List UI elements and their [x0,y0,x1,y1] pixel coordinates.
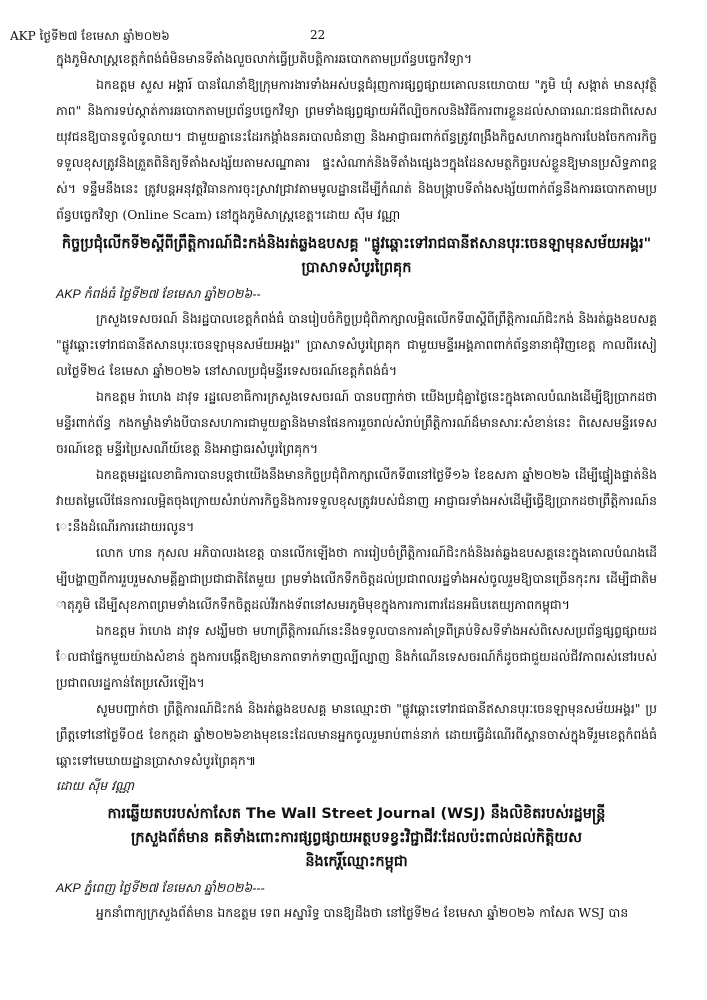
article3-headline-line1: ការឆ្លើយតបរបស់កាសែត The Wall Street Journal (WSJ) នឹងលិខិតរបស់រដ្ឋមន្ត្រី [107,806,606,822]
article2-headline: កិច្ចប្រជុំលើកទី២ស្តីពីព្រឹត្តិការណ៍ជិះកង់និងរត់ឆ្លងឧបសគ្គ "ផ្លូវឆ្ពោះទៅរាជធានីឥសានបុរៈចេនឡាមុនសម័យអង្គរ" ប្រាសាទសំបូរព្រៃគុក [61,236,652,276]
header-date: AKP ថ្ងៃទី២៧ ខែមេសា ឆ្នាំ២០២៦ [10,29,170,43]
article2-paragraph-2: ឯកឧត្តម រ៉ាហេង ដាវុទ រដ្ឋលេខាធិការក្រសួងទេសចរណ៍ បានបញ្ជាក់ថា យើងប្រជុំគ្នាថ្ងៃនេះក្នុងគោលបំណងដើម្បីឱ្យប្រាកដថាមន្ទីរពាក់ព័ន្ធ កងកម្លាំងទាំងបីបានសហការជាមួយគ្នានិងមានផែនការរួចរាល់សំរាប់ព្រឹត្តិការណ៍ដ៏មានសារៈសំខាន់នេះ ពិសេសមន្ទីរទេសចរណ៍ខេត្ត មន្ទីរប្រៃសណីយ៍ខេត្ត និងអាជ្ញាធរសំបូរព្រៃគុក។ [56,389,657,456]
article1-paragraph-2: ឯកឧត្តម សួស អង្គារ៍ បានណែនាំឱ្យក្រុមការងារទាំងអស់បន្តជំរុញការផ្សព្វផ្សាយគោលនយោបាយ "ភូមិ ឃុំ សង្កាត់ មានសុវត្ថិភាព" និងការទប់ស្កាត់ការឆបោកតាមប្រព័ន្ធបច្ចេកវិទ្យា ព្រមទាំងផ្សព្វផ្សាយអំពីល្បិចកលនិងវិធីការពារខ្លួនដល់សាធារណៈជនជាពិសេសយុវជនឱ្យបានទូលំទូលាយ។ ជាមួយគ្នានេះដែរកង្កាំងនគរបាលជំនាញ និងអាជ្ញាធរពាក់ព័ន្ធត្រូវពង្រឹងកិច្ចសហការក្នុងការបែងចែកការកិច្ចទទួលខុសត្រូវនិងត្រួតពិនិត្យទីតាំងសង្ស័យតាមសណ្ឋាគារ ផ្ទះសំណាក់និងទីតាំងផ្សេងៗក្នុងដែនសមត្ថកិច្ចរបស់ខ្លួនឱ្យមានប្រសិទ្ធភាពខ្ពស់។ ទន្ទឹមនឹងនេះ ត្រូវបន្តអនុវត្តវិធានការចុះស្រាវជ្រាវតាមមូលដ្ឋានដើម្បីកំណត់ និងបង្ក្រាបទីតាំងសង្ស័យពាក់ព័ន្ធនឹងការឆបោកតាមប្រព័ន្ធបច្ចេកវិទ្យា (Online Scam) នៅក្នុងភូមិសាស្ត្រខេត្ត។ដោយ សុីម វណ្ណា [56,77,657,222]
article-cycling-event [56,232,657,798]
article2-paragraph-5: ឯកឧត្តម រ៉ាហេង ដាវុទ សង្ឃឹមថា មហាព្រឹត្តិការណ៍នេះនឹងទទួលបានការគាំទ្រពីគ្រប់ទិសទីទាំងអស់ពិសេសប្រព័ន្ធផ្សព្វផ្សាយដែលជាផ្នែកមួយយ៉ាងសំខាន់ ក្នុងការបង្កើតឱ្យមានភាពទាក់ទាញល្បីល្បាញ និងកំណើនទេសចរណ៍ក៏ដូចជាជួយដល់ជីវភាពរស់នៅរបស់ប្រជាពលរដ្ឋកាន់តែប្រសើរឡើង។ [56,623,657,690]
article2-paragraph-3: ឯកឧត្តមរដ្ឋលេខាធិការបានបន្តថាយើងនឹងមានកិច្ចប្រជុំពិភាក្សាលើកទី៣នៅថ្ងៃទី១៦ ខែឧសភា ឆ្នាំ២០២៦ ដើម្បីផ្ទៀងផ្ទាត់និងវាយតម្លៃលើផែនការលម្អិតចុងក្រោយសំរាប់ភារកិច្ចនិងការទទួលខុសត្រូវរបស់ជំនាញ អាជ្ញាធរទាំងអស់ដើម្បីធ្វើឱ្យប្រាកដថាព្រឹត្តិការណ៍នេះនឹងដំណើរការដោយរលូន។ [56,467,657,534]
page-header [10,28,657,46]
article2-dateline: AKP កំពង់ធំ ថ្ងៃទី២៧ ខែមេសា ឆ្នាំ២០២៦-- [56,287,261,301]
article2-paragraph-4: លោក ហាន កុសល អភិបាលរងខេត្ត បានលើកឡើងថា ការរៀបចំព្រឹត្តិការណ៍ជិះកង់និងរត់ឆ្លងឧបសគ្គនេះក្នុងគោលបំណងដើម្បីបង្ហាញពីការរួបរួមសាមគ្គីគ្នាជាប្រជាជាតិតែមួយ ព្រមទាំងលើកទឹកចិត្តដល់ប្រជាពលរដ្ឋទាំងអស់ចូលរួមឱ្យបានច្រើនកុះករ ដើម្បីជាតិមាតុភូមិ ដើម្បីសុខភាពព្រមទាំងលើកទឹកចិត្តដល់វីរកងទ័ពនៅសមរភូមិមុខក្នុងការការពារដែនអធិបតេយ្យភាពកម្ពុជា។ [56,545,657,612]
article3-headline-line2: ក្រសួងព័ត៌មាន គតិទាំងពោះការផ្សព្វផ្សាយអត្ថបទខ្វះវិជ្ជាជីវៈដែលប៉ះពាល់ដល់កិត្តិយស [131,830,582,846]
article2-byline: ដោយ សុីម វណ្ណា [56,778,135,793]
article3-paragraph-1: អ្នកនាំពាក្យក្រសួងព័ត៌មាន ឯកឧត្តម ទេព អស្នារិទ្ធ បានឱ្យដឹងថា នៅថ្ងៃទី២៤ ខែមេសា ឆ្នាំ២០២៦ កាសែត WSJ បាន [96,905,629,920]
article-online-scam [56,46,657,228]
article2-paragraph-6: សូមបញ្ជាក់ថា ព្រឹត្តិការណ៍ជិះកង់ និងរត់ឆ្លងឧបសគ្គ មានឈ្មោះថា "ផ្លូវឆ្ពោះទៅរាជធានីឥសានបុរៈចេនឡាមុនសម័យអង្គរ" ប្រព្រឹត្តទៅនៅថ្ងៃទី០៥ ខែកក្កដា ឆ្នាំ២០២៦ខាងមុខនេះដែលមានអ្នកចូលរួមរាប់ពាន់នាក់ ដោយធ្វើដំណើរពីស្ពានចាស់ក្នុងទីរួមខេត្តកំពង់ធំឆ្ពោះទៅមេឃាយដ្ឋានប្រាសាទសំបូរព្រៃគុក៕ [56,701,657,768]
article1-paragraph-1: ក្នុងភូមិសាស្ត្រខេត្តកំពង់ធំមិនមានទីតាំងលួចលាក់ធ្វើប្រតិបត្តិការឆបោកតាមប្រព័ន្ធបច្ចេកវិទ្យា។ [56,51,473,66]
article2-paragraph-1: ក្រសួងទេសចរណ៍ និងរដ្ឋបាលខេត្តកំពង់ធំ បានរៀបចំកិច្ចប្រជុំពិភាក្សាលម្អិតលើកទី៣ស្តីពីព្រឹត្តិការណ៍ជិះកង់ និងរត់ឆ្លងឧបសគ្គ "ផ្លូវឆ្ពោះទៅរាជធានីឥសានបុរៈចេនឡាមុនសម័យអង្គរ" ប្រាសាទសំបូរព្រៃគុក ជាមួយមន្ទីរអង្គភាពពាក់ព័ន្ធនានាជុំវិញខេត្ត កាលពីរសៀលថ្ងៃទី២៤ ខែមេសា ឆ្នាំ២០២៦ នៅសាលប្រជុំមន្ទីរទេសចរណ៍ខេត្តកំពង់ធំ។ [56,311,657,378]
article-wsj-response [56,802,657,926]
article3-headline [56,802,657,874]
article3-headline-line3: និងកេរ្តិ៍ឈ្មោះកម្ពុជា [305,854,408,870]
article3-dateline: AKP ភ្នំពេញ ថ្ងៃទី២៧ ខែមេសា ឆ្នាំ២០២៦--- [56,881,265,895]
page-number: 22 [310,28,326,42]
